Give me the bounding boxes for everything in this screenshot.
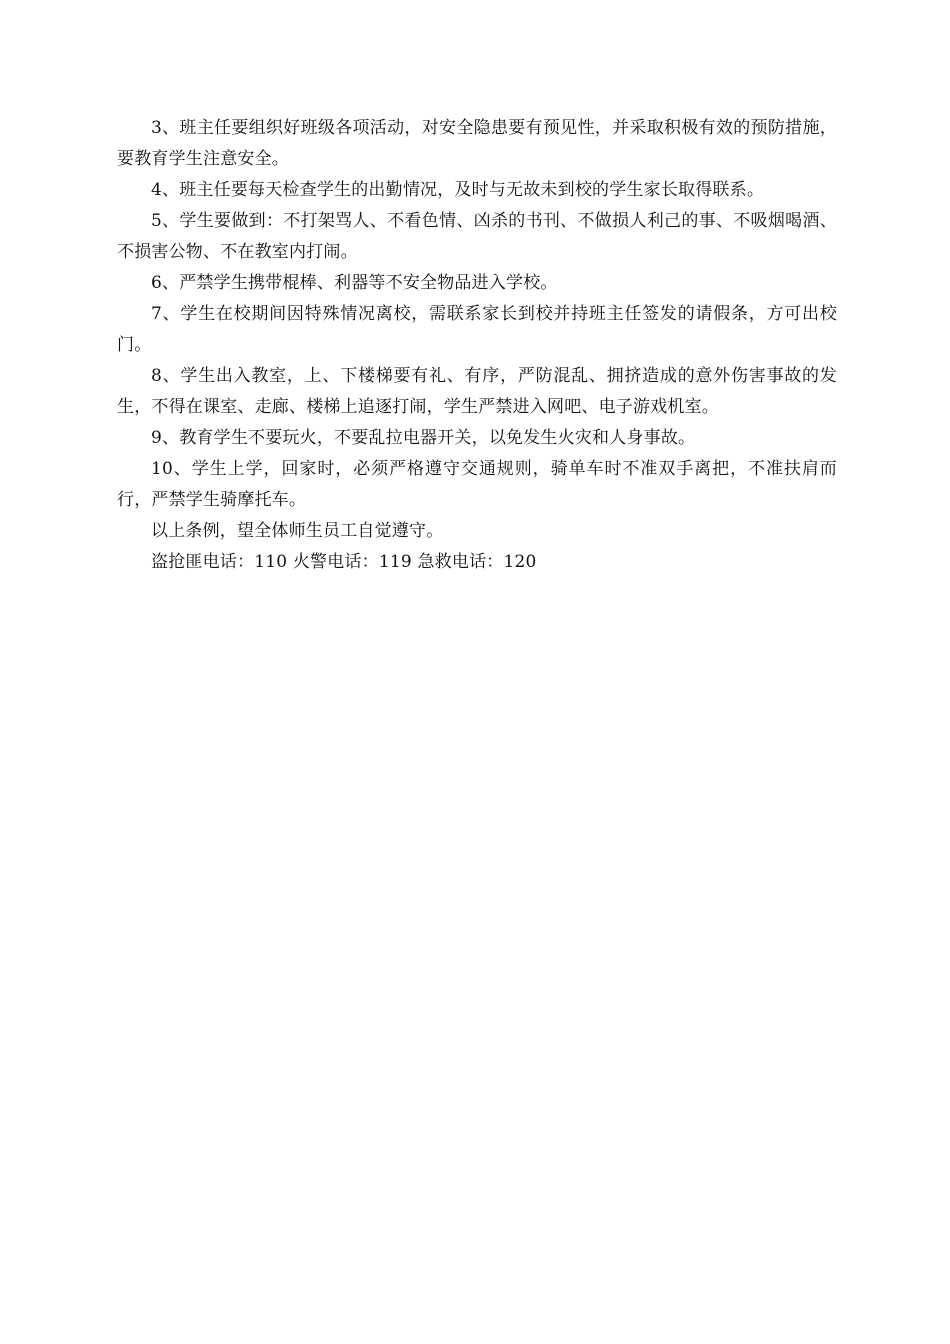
rule-item-3: 3、班主任要组织好班级各项活动，对安全隐患要有预见性，并采取积极有效的预防措施，要教育学生注意安全。: [117, 118, 837, 169]
rule-item-7: 7、学生在校期间因特殊情况离校，需联系家长到校并持班主任签发的请假条，方可出校门。: [117, 304, 837, 355]
rule-item-5: 5、学生要做到：不打架骂人、不看色情、凶杀的书刊、不做损人利己的事、不吸烟喝酒、不损害公物、不在教室内打闹。: [117, 211, 837, 262]
rule-item-4: 4、班主任要每天检查学生的出勤情况，及时与无故未到校的学生家长取得联系。: [151, 180, 765, 200]
rule-item-9: 9、教育学生不要玩火，不要乱拉电器开关，以免发生火灾和人身事故。: [151, 428, 696, 448]
closing-statement: 以上条例，望全体师生员工自觉遵守。: [151, 521, 444, 541]
emergency-phone-numbers: 盗抢匪电话：110 火警电话：119 急救电话：120: [151, 552, 537, 572]
rule-item-6: 6、严禁学生携带棍棒、利器等不安全物品进入学校。: [151, 273, 558, 293]
document-body: [117, 113, 837, 578]
rule-item-10: 10、学生上学，回家时，必须严格遵守交通规则，骑单车时不准双手离把，不准扶肩而行，严禁学生骑摩托车。: [117, 459, 837, 510]
rule-item-8: 8、学生出入教室，上、下楼梯要有礼、有序，严防混乱、拥挤造成的意外伤害事故的发生，不得在课室、走廊、楼梯上追逐打闹，学生严禁进入网吧、电子游戏机室。: [117, 366, 837, 417]
